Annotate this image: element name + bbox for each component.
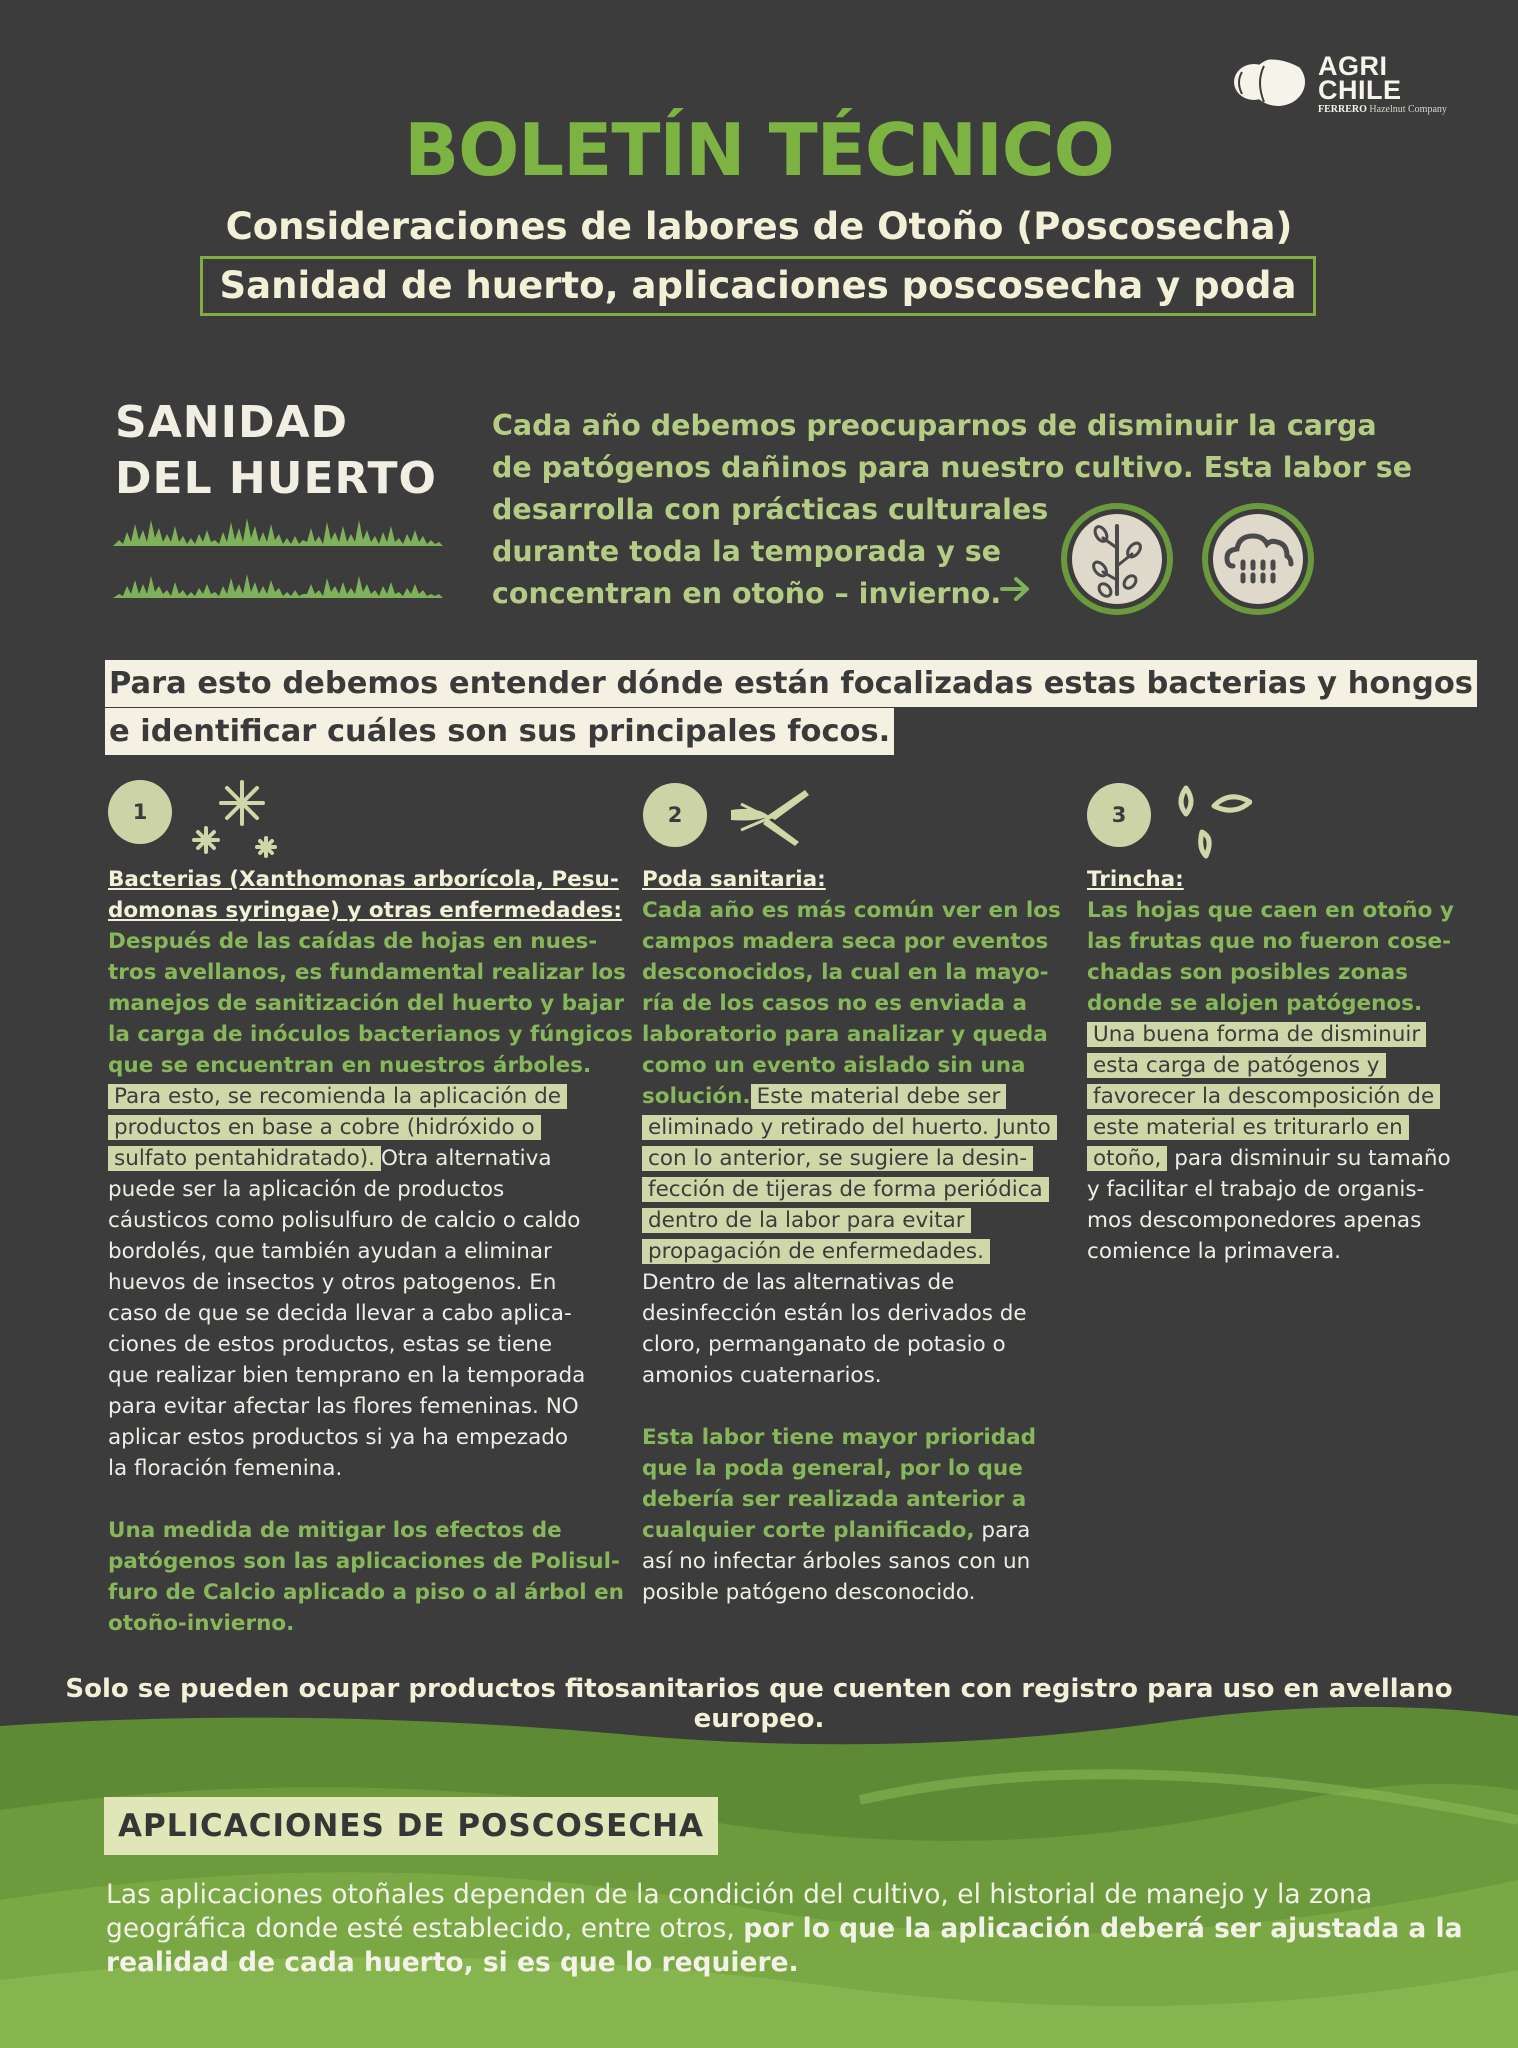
branch-icon — [1061, 503, 1173, 615]
step-number-2: 2 — [643, 783, 707, 847]
hazelnut-logo-icon — [1228, 52, 1310, 110]
trincha-heading: Trincha: — [1087, 867, 1184, 892]
section-title-aplicaciones: APLICACIONES DE POSCOSECHA — [104, 1797, 718, 1855]
step-number-1: 1 — [108, 780, 172, 844]
column-bacterias: Bacterias (Xanthomonas arborícola, Pesu- domonas syringae) y otras enfermedades: Después de las caídas de hojas en nues- tros avellanos, es fundamental realizar los manejos de sanitización del huerto y bajar la carga de inóculos bacterianos y fúngicos que se encuentran en nuestros árboles. Para esto, se recomienda la aplicación de productos en base a cobre (hidróxido o sulfato pentahidratado). Otra alternativa puede ser la aplicación de productos cáusticos como polisulfuro de calcio o caldo bordolés, que también ayudan a eliminar huevos de insectos y otros patogenos. En caso de que se decida llevar a cabo aplica- ciones de estos productos, estas se tiene que realizar bien temprano en la temporada para evitar afectar las flores femeninas. NO aplicar estos productos si ya ha empezado la floración femenina. Una medida de mitigar los efectos de patógenos son las aplicaciones de Polisul- furo de Calcio aplicado a piso o al árbol en otoño-invierno. — [108, 864, 628, 1639]
logo-tagline: FERRERO Hazelnut Company — [1318, 104, 1447, 115]
step-number-3: 3 — [1087, 783, 1151, 847]
pruning-shears-icon — [727, 786, 811, 848]
column-poda: Poda sanitaria: Cada año es más común ver en los campos madera seca por eventos desconocidos, la cual en la mayo- ría de los casos no es enviada a laboratorio para analizar y queda como un evento aislado sin una solución. Este material debe ser eliminado y retirado del huerto. Junto con lo anterior, se sugiere la desin- fección de tijeras de forma periódica dentro de la labor para evitar propagación de enfermedades. Dentro de las alternativas de desinfección están los derivados de cloro, permanganato de potasio o amonios cuaternarios. Esta labor tiene mayor prioridad que la poda general, por lo que debería ser realizada anterior a cualquier corte planificado, para así no infectar árboles sanos con un posible patógeno desconocido. — [642, 864, 1062, 1608]
highlight-statement: Para esto debemos entender dónde están focalizadas estas bacterias y hongos e identificar cuáles son sus principales focos. — [105, 660, 1405, 756]
sanidad-intro: Cada año debemos preocuparnos de disminuir la carga de patógenos dañinos para nuestro cultivo. Esta labor se desarrolla con prácticas culturales durante toda la temporada y se concentran en otoño – invierno. — [492, 409, 1413, 610]
boxed-subtitle: Sanidad de huerto, aplicaciones poscosecha y poda — [200, 256, 1316, 316]
registration-warning: Solo se pueden ocupar productos fitosanitarios que cuenten con registro para uso en avellano europeo. — [65, 1674, 1453, 1734]
poda-heading: Poda sanitaria: — [642, 867, 826, 892]
arrow-right-icon — [1000, 574, 1032, 604]
page-subtitle: Consideraciones de labores de Otoño (Poscosecha) — [225, 205, 1293, 248]
grass-divider-icon — [113, 564, 443, 600]
bacterias-heading: Bacterias (Xanthomonas arborícola, Pesu- — [108, 867, 619, 892]
logo-line1: AGRI — [1318, 51, 1388, 81]
section-title-sanidad: SANIDAD DEL HUERTO — [115, 397, 437, 504]
page-title: BOLETÍN TÉCNICO — [404, 108, 1114, 192]
aplicaciones-text: Las aplicaciones otoñales dependen de la condición del cultivo, el historial de manejo y la zona geográfica donde esté establecido, entre otros, por lo que la aplicación deberá ser ajustada a la realidad de cada huerto, si es que lo requiere. — [106, 1879, 1463, 1978]
logo-line2: CHILE — [1318, 75, 1402, 105]
green-hills-background — [0, 1700, 1518, 2048]
grass-divider-icon — [113, 512, 443, 548]
column-trincha: Trincha: Las hojas que caen en otoño y las frutas que no fueron cose- chadas son posibles zonas donde se alojen patógenos. Una buena forma de disminuir esta carga de patógenos y favorecer la descomposición de este material es triturarlo en otoño, para disminuir su tamaño y facilitar el trabajo de organis- mos descomponedores apenas comience la primavera. — [1087, 864, 1507, 1267]
leaves-icon — [1168, 780, 1252, 862]
rain-cloud-icon — [1202, 503, 1314, 615]
bacteria-icon — [186, 776, 280, 862]
